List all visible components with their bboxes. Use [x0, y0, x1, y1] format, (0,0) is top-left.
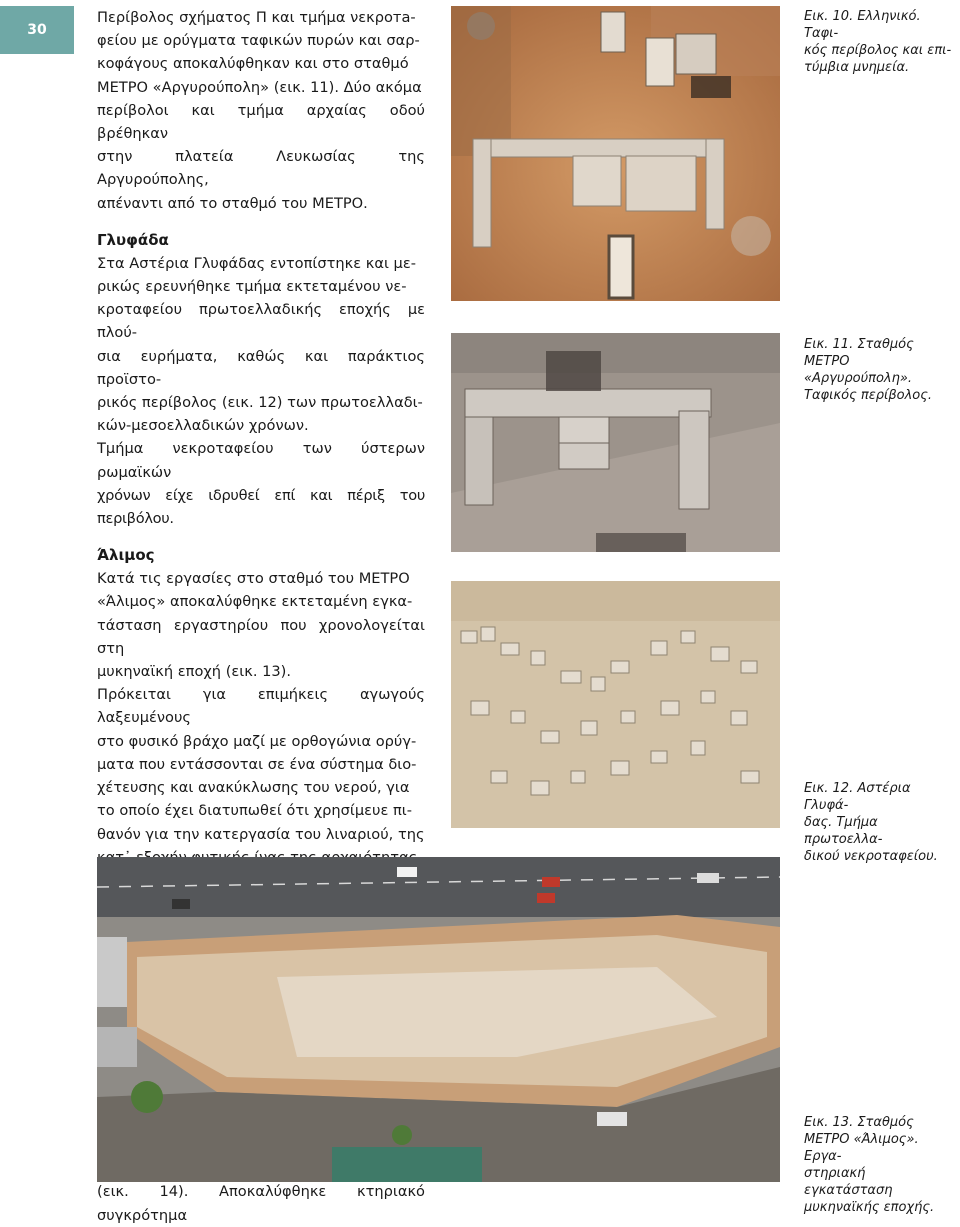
text-line: κροταφείου πρωτοελλαδικής εποχής με πλού-	[97, 301, 425, 342]
caption-figure-10	[804, 8, 954, 76]
text-line: ρικώς ερευνήθηκε τμήμα εκτεταμένου νε-	[97, 278, 407, 296]
text-line: θανόν για την κατεργασία του λιναριού, της	[97, 825, 425, 843]
paragraph-alimos-2	[97, 683, 425, 869]
caption-figure-11	[804, 336, 954, 404]
section-heading-alimos: Άλιμος	[97, 546, 155, 565]
section-heading-glyfada: Γλυφάδα	[97, 230, 169, 249]
text-line: σια ευρήματα, καθώς και παράκτιος προϊστο-	[97, 347, 425, 388]
text-line: φείου με ορύγματα ταφικών πυρών και σαρ-	[97, 32, 420, 50]
figure-10-photo	[451, 6, 780, 301]
text-line: Περίβολος σχήματος Π και τμήμα νεκρота-	[97, 9, 416, 26]
caption-line: δας. Τμήμα πρωτοελλα-	[804, 815, 883, 847]
caption-line: μυκηναϊκής εποχής.	[804, 1200, 935, 1215]
caption-figure-12	[804, 780, 954, 865]
page-number: 30	[27, 22, 47, 38]
caption-line: Εικ. 13. Σταθμός	[804, 1115, 914, 1130]
figure-11-photo	[451, 333, 780, 552]
caption-line: τύμβια μνημεία.	[804, 60, 910, 75]
text-line: (εικ. 14). Αποκαλύφθηκε κτηριακό συγκρότημα	[97, 1183, 425, 1224]
caption-line: κός περίβολος και επι-	[804, 43, 952, 58]
caption-line: ΜΕΤΡΟ «Άλιμος». Εργα-	[804, 1132, 919, 1164]
text-line: Στα Αστέρια Γλυφάδας εντοπίστηκε και με-	[97, 254, 416, 272]
caption-line: Ταφικός περίβολος.	[804, 388, 933, 403]
text-line: τάσταση εργαστηρίου που χρονολογείται στη	[97, 616, 425, 657]
text-line: στο φυσικό βράχο μαζί με ορθογώνια ορύγ-	[97, 732, 417, 750]
text-line: περίβολοι και τμήμα αρχαίας οδού βρέθηκαν	[97, 101, 425, 143]
paragraph-glyfada-2	[97, 437, 425, 530]
text-line: χρόνων είχε ιδρυθεί επί και πέριξ του περιβόλου.	[97, 486, 425, 528]
text-line: κών-μεσοελλαδικών χρόνων.	[97, 417, 309, 435]
text-line: χέτευσης και ανακύκλωσης του νερού, για	[97, 779, 410, 797]
text-line: κοφάγους αποκαλύφθηκαν και στο σταθμό	[97, 55, 409, 73]
text-line: Πρόκειται για επιμήκεις αγωγούς λαξευμένους	[97, 686, 425, 727]
caption-line: Εικ. 12. Αστέρια Γλυφά-	[804, 781, 911, 813]
caption-figure-13	[804, 1114, 954, 1216]
figure-13-photo	[97, 857, 780, 1182]
text-line: απέναντι από το σταθμό του ΜΕΤΡΟ.	[97, 194, 368, 212]
paragraph-intro	[97, 6, 425, 215]
text-line: το οποίο έχει διατυπωθεί ότι χρησίμευε πι-	[97, 802, 412, 820]
caption-line: ΜΕΤΡΟ «Αργυρούπολη».	[804, 354, 912, 386]
paragraph-glyfada-1	[97, 252, 425, 438]
text-line: Τμήμα νεκροταφείου των ύστερων ρωμαϊκών	[97, 440, 425, 481]
text-line: μυκηναϊκή εποχή (εικ. 13).	[97, 663, 292, 681]
caption-line: στηριακή εγκατάσταση	[804, 1166, 893, 1198]
text-line: στην πλατεία Λευκωσίας της Αργυρούπολης,	[97, 148, 425, 189]
text-line: ρικός περίβολος (εικ. 12) των πρωτοελλαδι-	[97, 394, 423, 412]
paragraph-alimos-1	[97, 567, 425, 683]
text-line: ματα που εντάσσονται σε ένα σύστημα διο-	[97, 755, 417, 773]
caption-line: Εικ. 10. Ελληνικό. Ταφι-	[804, 9, 921, 41]
text-line: «Άλιμος» αποκαλύφθηκε εκτεταμένη εγκα-	[97, 593, 413, 611]
text-line: ΜΕΤΡΟ «Αργυρούπολη» (εικ. 11). Δύο ακόμα	[97, 78, 422, 96]
page-number-tab	[0, 6, 74, 54]
caption-line: δικού νεκροταφείου.	[804, 849, 938, 864]
text-line: Κατά τις εργασίες στο σταθμό του ΜΕΤΡΟ	[97, 570, 410, 588]
caption-line: Εικ. 11. Σταθμός	[804, 337, 914, 352]
figure-12-photo	[451, 581, 780, 828]
